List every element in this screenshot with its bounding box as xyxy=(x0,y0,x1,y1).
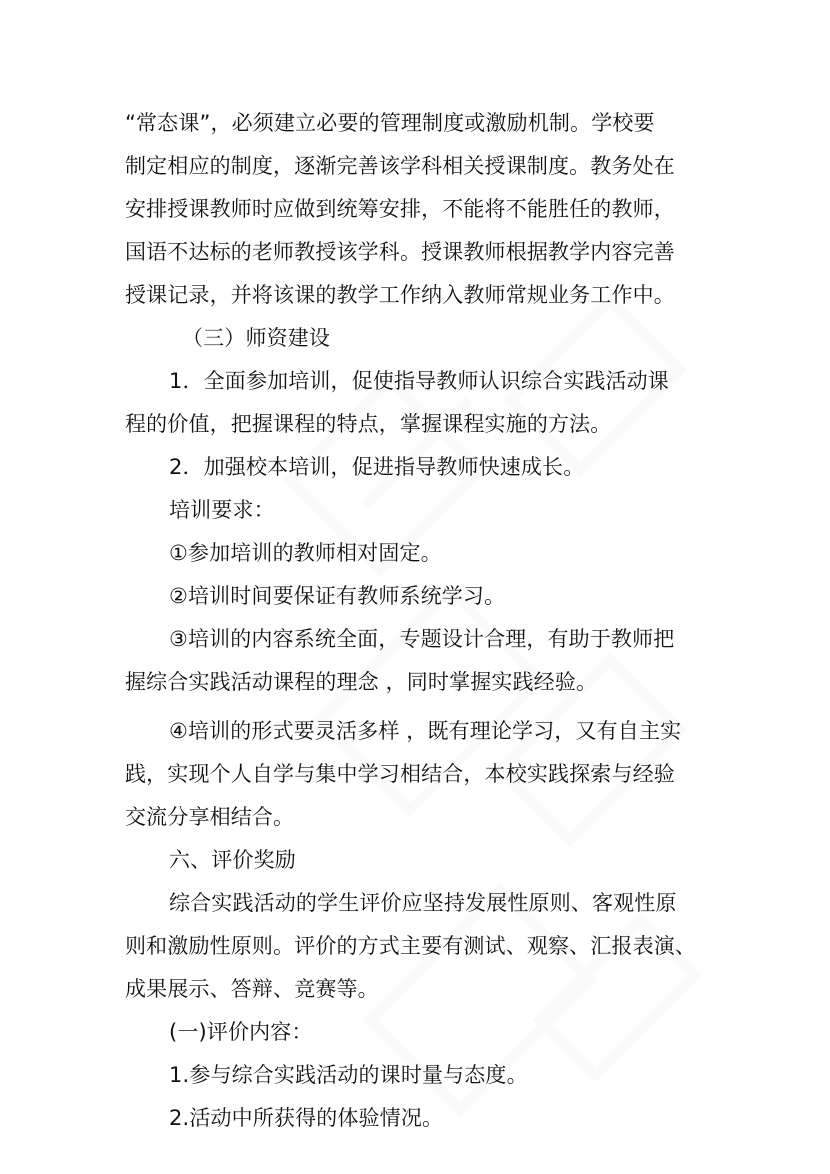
numbered-item: 2．加强校本培训，促进指导教师快速成长。 xyxy=(169,455,585,479)
requirement-item: ①参加培训的教师相对固定。 xyxy=(169,541,442,565)
paragraph-line: 授课记录，并将该课的教学工作纳入教师常规业务工作中。 xyxy=(125,283,675,307)
evaluation-item: 1.参与综合实践活动的课时量与态度。 xyxy=(169,1063,528,1087)
requirement-item: ②培训时间要保证有教师系统学习。 xyxy=(169,584,506,608)
requirement-item-line: ④培训的形式要灵活多样 ，既有理论学习，又有自主实 xyxy=(169,719,682,743)
document-text-block xyxy=(125,102,725,1140)
requirement-item-line: ③培训的内容系统全面，专题设计合理，有助于教师把 xyxy=(169,627,675,651)
requirement-item-line: 握综合实践活动课程的理念 ，同时掌握实践经验。 xyxy=(125,670,598,694)
evaluation-paragraph-line: 综合实践活动的学生评价应坚持发展性原则、客观性原 xyxy=(169,891,677,915)
evaluation-item: 2.活动中所获得的体验情况。 xyxy=(169,1106,444,1130)
evaluation-paragraph-line: 则和激励性原则。评价的方式主要有测试、观察、汇报表演、 xyxy=(125,934,697,958)
paragraph-line: 国语不达标的老师教授该学科。授课教师根据教学内容完善 xyxy=(125,240,675,264)
requirement-item-line: 交流分享相结合。 xyxy=(125,805,295,829)
paragraph-line: “常态课”，必须建立必要的管理制度或激励机制。学校要 xyxy=(125,111,655,135)
numbered-item-line: 程的价值，把握课程的特点，掌握课程实施的方法。 xyxy=(125,412,612,436)
paragraph-line: 安排授课教师时应做到统筹安排，不能将不能胜任的教师， xyxy=(125,197,675,221)
requirement-item-line: 践，实现个人自学与集中学习相结合，本校实践探索与经验 xyxy=(125,762,675,786)
section-title: 六、评价奖励 xyxy=(169,848,296,872)
subheading: (一)评价内容： xyxy=(169,1020,313,1044)
numbered-item-line: 1．全面参加培训，促使指导教师认识综合实践活动课 xyxy=(169,369,669,393)
evaluation-paragraph-line: 成果展示、答辩、竞赛等。 xyxy=(125,977,379,1001)
paragraph-line: 制定相应的制度，逐渐完善该学科相关授课制度。教务处在 xyxy=(125,154,675,178)
subheading: 培训要求： xyxy=(169,498,275,522)
section-title: （三）师资建设 xyxy=(182,326,331,350)
